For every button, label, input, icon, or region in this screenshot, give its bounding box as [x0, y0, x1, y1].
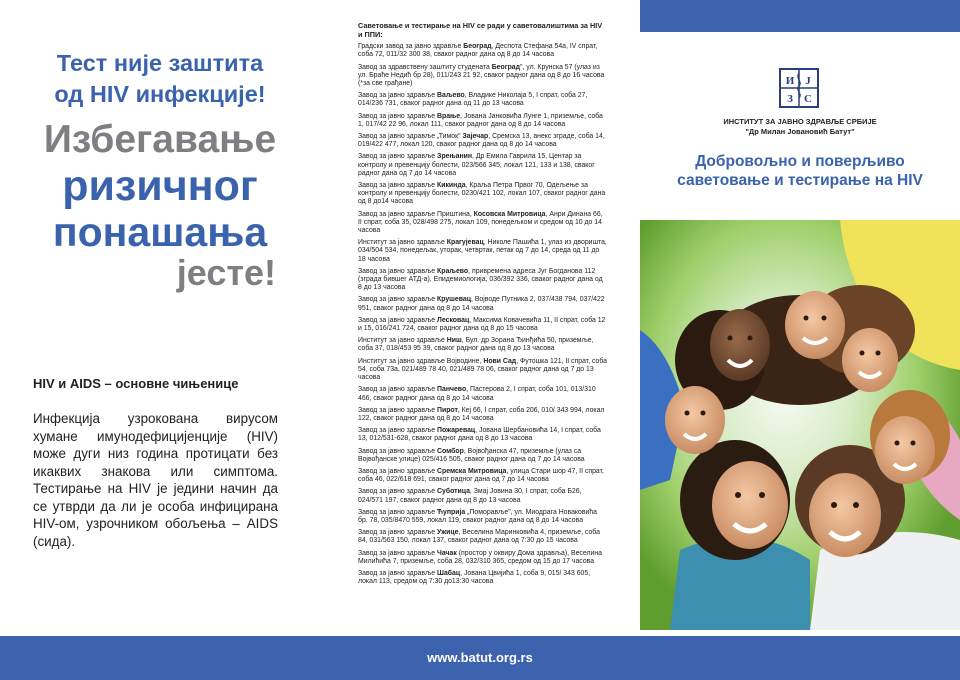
entry-institution: Завод за јавно здравље: [358, 508, 438, 516]
entry-details: , Јована Јанковића Лунге 1, приземље, соба 1, 017/42 22 96, локал 111, сваког радног дана од 8 до 14 часова: [358, 112, 603, 128]
institute-name-line2: "Др Милан Јовановић Батут": [745, 126, 855, 136]
entry-institution: Завод за јавно здравље Приштина,: [358, 210, 474, 218]
counseling-entry: [358, 407, 608, 423]
entry-city: Пирот: [437, 406, 458, 414]
entry-city: Кикинда: [437, 182, 466, 190]
entry-institution: Завод за јавно здравље: [358, 92, 438, 100]
entry-details: , привремена адреса Југ Богданова 112 (зграда бившег АТД-а), Епидемиологија, 036/392 336, сваког радног дана од 8 до 13 часова: [358, 267, 603, 292]
entry-city: Краљево: [437, 267, 469, 275]
entry-institution: Завод за јавно здравље: [358, 549, 438, 557]
top-color-bar: [640, 0, 960, 32]
entry-city: Зрењанин: [437, 153, 473, 161]
right-panel: [640, 0, 960, 636]
counseling-entry: [358, 448, 608, 464]
entry-details: , Владике Николаја 5, I спрат, соба 27, 014/236 731, сваког радног дана од 11 до 13 часова: [358, 92, 588, 108]
counseling-entry: [358, 550, 608, 566]
entry-details: , Веселина Маринковића 4, приземље, соба 84, 031/563 150, локал 137, сваког радног дана од 7:30 до 15 часова: [358, 529, 600, 545]
counseling-entry: [358, 113, 608, 129]
entry-details: „Поморавље", ул. Миодрага Новаковића бр. 78, 035/8470 559, локал 119, сваког радног дана од 8 до 14 часова: [358, 508, 598, 524]
facts-title: HIV и AIDS – основне чињенице: [33, 376, 239, 391]
entry-details: , улица Стари шор 47, II спрат, соба 46, 022/618 691, сваког радног дана од 7 до 14 часова: [358, 467, 604, 484]
counseling-entry: [358, 570, 608, 586]
entry-details: , Јована Цвијића 1, соба 9, 015/ 343 605, локал 113, средом од 7:30 до13:30 часова: [358, 569, 591, 586]
entry-institution: Завод за јавно здравље: [358, 488, 438, 496]
entry-city: Зајечар: [462, 133, 489, 141]
entry-details: , Сремска 13, анекс зграде, соба 14, 019/422 477, локал 120, сваког радног дана од 8 до 14 часова: [358, 133, 605, 149]
entry-institution: Завод за јавно здравље: [358, 467, 438, 475]
counseling-entry: [358, 64, 608, 89]
entry-details: , Пастерова 2, I спрат, соба 101, 013/310 466, сваког радног дана од 8 до 14 часова: [358, 386, 596, 402]
entry-details: ", ул. Крунска 57 (улаз из ул. Браће Недић бр 28), 011/243 21 92, сваког радног дана од 8 до 16 часова (*за све грађане): [358, 63, 605, 87]
counseling-entry: [358, 358, 608, 383]
entry-city: Панчево: [437, 386, 467, 394]
brochure-title: [640, 152, 960, 190]
entry-institution: Завод за јавно здравље: [358, 529, 438, 537]
group-photo: [640, 220, 960, 630]
entry-city: Суботица: [437, 488, 470, 496]
counseling-entry: [358, 529, 608, 545]
entry-city: Ужице: [437, 529, 459, 537]
institute-logo: [779, 68, 819, 108]
avoid-line2: ризичног: [62, 162, 258, 210]
entry-city: Ћуприја: [437, 508, 466, 516]
institute-name: [640, 117, 960, 136]
entry-details: (простор у оквиру Дома здравља), Веселина Милићића 7, приземље, соба 28, 032/310 365, средом од 15 до 17 часова: [358, 549, 602, 565]
entry-details: , Бул. др Зорана Ђинђића 50, приземље, соба 37, 018/453 95 39, сваког радног дана од 8 до 13 часова: [358, 337, 594, 353]
entry-city: Ниш: [446, 337, 462, 345]
svg-text:З: З: [787, 93, 793, 105]
entry-institution: Завод за јавно здравље: [358, 112, 438, 120]
entry-institution: Завод за јавно здравље: [358, 406, 438, 414]
entry-institution: Завод за јавно здравље: [358, 296, 438, 304]
headline-line1: Тест није заштита: [56, 50, 264, 76]
entry-city: Сремска Митровица: [437, 467, 507, 475]
entry-details: , Деспота Стефана 54а, IV спрат, соба 72, 011/32 300 38, сваког радног дана од 8 до 14 часова: [358, 43, 598, 59]
entry-city: Чачак: [437, 549, 457, 557]
entry-institution: Институт за јавно здравље: [358, 337, 447, 345]
counseling-entry: [358, 268, 608, 293]
avoid-line1: Избегавање: [43, 118, 277, 161]
left-panel: [0, 0, 320, 636]
entry-details: , Кеј 66, I спрат, соба 206, 010/ 343 994, локал 122, сваког радног дана од 8 до 14 часова: [358, 406, 605, 422]
entry-institution: Завод за јавно здравље: [358, 569, 438, 577]
institute-logo-icon: [781, 70, 817, 106]
counseling-entry: [358, 211, 608, 236]
counseling-entry: [358, 468, 608, 484]
counseling-entry: [358, 92, 608, 108]
counseling-list: [358, 43, 608, 586]
entry-institution: Завод за јавно здравље: [358, 386, 438, 394]
entry-details: , Војвођанска 47, приземље (улаз са Војвођанске улице) 025/416 505, сваког радног дана од 7 до 14 часова: [358, 447, 585, 463]
counseling-entry: [358, 386, 608, 402]
entry-details: , Краља Петра Првог 70, Одељење за контролу и превенцију болести, 0230/421 102, локал 107, сваког радног дана од 8 до14 часова: [358, 182, 606, 206]
brochure-title-line1: Добровољно и поверљиво: [695, 153, 905, 170]
institute-name-line1: ИНСТИТУТ ЗА ЈАВНО ЗДРАВЉЕ СРБИЈЕ: [723, 117, 877, 126]
counseling-entry: [358, 133, 608, 149]
counseling-list-panel: [358, 22, 608, 590]
entry-details: , Војводе Путника 2, 037/438 794, 037/422 951, сваког радног дана од 8 до 14 часова: [358, 296, 605, 312]
entry-city: Крушевац: [437, 296, 471, 304]
counseling-entry: [358, 239, 608, 264]
entry-details: , Анри Динана 66, II спрат, соба 35, 028/498 275, локал 109, понедељком и средом од 10 до 14 часова: [358, 210, 603, 235]
brochure-title-line2: саветовање и тестирање на HIV: [677, 172, 923, 189]
counseling-entry: [358, 427, 608, 443]
counseling-entry: [358, 509, 608, 525]
entry-institution: Завод за јавно здравље: [358, 267, 438, 275]
entry-details: , Др Емила Гаврила 15, Центар за контролу и превенцију болести, 023/566 345, локал 121, 133 и 138, сваког радног дана од 7 до 14 часова: [358, 153, 595, 177]
headline-line2: од HIV инфекције!: [54, 81, 266, 107]
entry-city: Нови Сад: [483, 357, 517, 365]
counseling-entry: [358, 337, 608, 353]
entry-city: Врање: [437, 112, 461, 120]
counseling-entry: [358, 182, 608, 207]
website-link[interactable]: www.batut.org.rs: [427, 650, 533, 665]
footer-bar: [0, 636, 960, 680]
entry-city: Косовска Митровица: [473, 210, 546, 218]
counseling-entry: [358, 296, 608, 312]
entry-institution: Завод за јавно здравље: [358, 447, 438, 455]
entry-city: Ваљево: [437, 92, 465, 100]
entry-details: , Футошка 121, II спрат, соба 54, соба 73а, 021/489 78 40, 021/489 78 06, сваког радног дана од 7 до 13 часова: [358, 357, 608, 382]
entry-city: Лесковац: [437, 316, 470, 324]
entry-institution: Завод за здравствену заштиту студената: [358, 63, 492, 71]
avoid-line4: јесте!: [176, 252, 276, 293]
entry-city: Београд: [463, 43, 492, 51]
counseling-entry: [358, 488, 608, 504]
entry-institution: Завод за јавно здравље: [358, 153, 438, 161]
entry-institution: Институт за јавно здравље Војводине,: [358, 357, 484, 365]
entry-details: , Максима Ковачевића 11, II спрат, соба 12 и 15, 016/241 724, сваког радног дана од 8 до 15 часова: [358, 316, 606, 333]
entry-details: , Змај Јовина 30, I спрат, соба Б26, 024/571 197, сваког радног дана од 8 до 13 часова: [358, 488, 582, 504]
counseling-list-title: Саветовање и тестирање на HIV се ради у саветовалиштима за HIV и ППИ:: [358, 21, 603, 39]
facts-body: Инфекција узрокована вирусом хумане имунодефицијенције (HIV) може дуги низ година протицати без икаквих знакова или симптома. Тестирање на HIV је једини начин да се утврди да ли је особа инфицирана HIV-ом, узрочником обољења – AIDS (сида).: [33, 411, 278, 549]
counseling-entry: [358, 43, 608, 59]
entry-details: , Николе Пашића 1, улаз из дворишта, 034/504 534, понедељак, уторак, четвртак, петак од 7 до 14, среда од 11 до 18 часова: [358, 239, 607, 263]
entry-city: Крагујевац: [446, 239, 484, 247]
entry-city: Пожаревац: [437, 427, 476, 435]
svg-text:С: С: [804, 93, 812, 105]
entry-institution: Завод за јавно здравље „Тимок": [358, 133, 463, 141]
entry-city: Београд: [491, 63, 521, 71]
entry-institution: Завод за јавно здравље: [358, 316, 438, 324]
counseling-entry: [358, 317, 608, 333]
entry-city: Шабац: [437, 569, 461, 577]
entry-city: Сомбор: [437, 447, 464, 455]
entry-institution: Завод за јавно здравље: [358, 427, 438, 435]
counseling-entry: [358, 153, 608, 178]
entry-institution: Градски завод за јавно здравље: [358, 43, 464, 51]
entry-institution: Институт за јавно здравље: [358, 239, 447, 247]
avoid-line3: понашања: [52, 209, 268, 255]
entry-institution: Завод за јавно здравље: [358, 182, 438, 190]
svg-text:И: И: [785, 75, 795, 87]
entry-details: , Јована Шербановића 14, I спрат, соба 13, 012/531-628, сваког радног дана од 8 до 13 часова: [358, 427, 601, 443]
svg-text:Ј: Ј: [805, 75, 811, 87]
